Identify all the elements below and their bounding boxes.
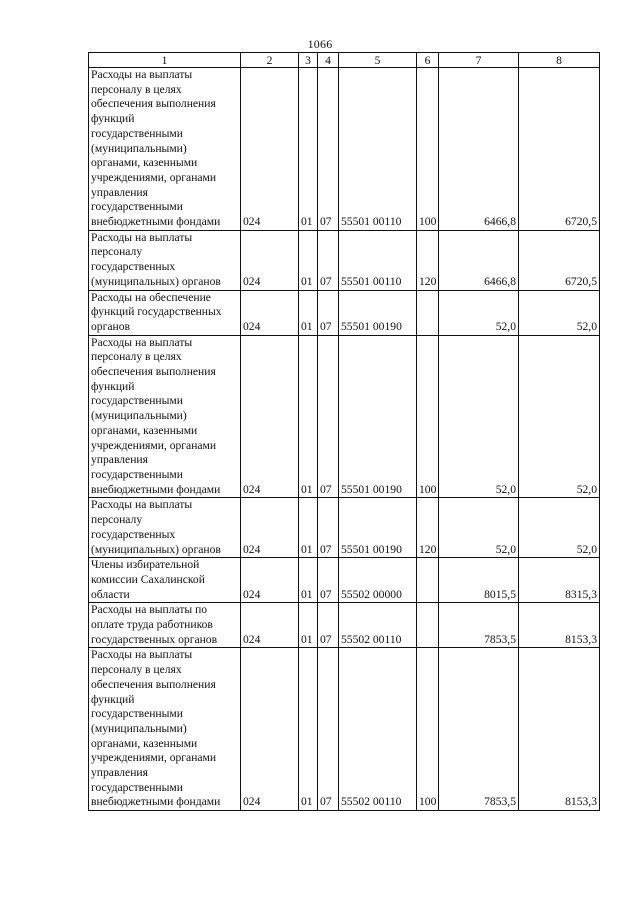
row-target-code: 55502 00000 [339, 558, 417, 603]
row-section-code: 01 [299, 290, 318, 335]
row-expense-type [417, 603, 439, 648]
row-target-code: 55502 00110 [339, 648, 417, 811]
budget-table [88, 52, 600, 811]
row-sum-b: 52,0 [519, 498, 600, 558]
row-subsection-code: 07 [318, 603, 339, 648]
header-col-4: 4 [318, 53, 339, 68]
table-row [89, 230, 600, 290]
row-expense-type: 120 [417, 498, 439, 558]
row-subsection-code: 07 [318, 68, 339, 231]
header-col-2: 2 [241, 53, 299, 68]
row-sum-b: 8315,3 [519, 558, 600, 603]
table-row [89, 498, 600, 558]
row-subsection-code: 07 [318, 290, 339, 335]
row-description: Расходы на выплаты персоналу государственных (муниципальных) органов [89, 230, 241, 290]
row-section-code: 01 [299, 68, 318, 231]
row-ministry-code: 024 [241, 335, 299, 498]
row-description: Расходы на выплаты персоналу государственных (муниципальных) органов [89, 498, 241, 558]
row-ministry-code: 024 [241, 290, 299, 335]
row-ministry-code: 024 [241, 498, 299, 558]
table-row [89, 648, 600, 811]
row-target-code: 55501 00110 [339, 230, 417, 290]
table-row [89, 290, 600, 335]
row-ministry-code: 024 [241, 558, 299, 603]
row-sum-a: 7853,5 [439, 603, 519, 648]
row-subsection-code: 07 [318, 558, 339, 603]
row-sum-a: 8015,5 [439, 558, 519, 603]
row-section-code: 01 [299, 558, 318, 603]
row-ministry-code: 024 [241, 603, 299, 648]
header-col-7: 7 [439, 53, 519, 68]
header-col-1: 1 [89, 53, 241, 68]
row-description: Расходы на обеспечение функций государственных органов [89, 290, 241, 335]
row-expense-type [417, 558, 439, 603]
row-subsection-code: 07 [318, 230, 339, 290]
row-expense-type: 100 [417, 648, 439, 811]
table-row [89, 603, 600, 648]
row-sum-b: 8153,3 [519, 603, 600, 648]
header-row [89, 53, 600, 68]
table-row [89, 68, 600, 231]
row-expense-type: 100 [417, 335, 439, 498]
row-sum-b: 52,0 [519, 290, 600, 335]
row-description: Расходы на выплаты по оплате труда работников государственных органов [89, 603, 241, 648]
row-expense-type [417, 290, 439, 335]
row-sum-a: 6466,8 [439, 230, 519, 290]
row-description: Члены избирательной комиссии Сахалинской области [89, 558, 241, 603]
table-header [89, 53, 600, 68]
row-target-code: 55501 00190 [339, 335, 417, 498]
row-sum-a: 6466,8 [439, 68, 519, 231]
row-sum-a: 7853,5 [439, 648, 519, 811]
row-subsection-code: 07 [318, 498, 339, 558]
row-expense-type: 120 [417, 230, 439, 290]
row-ministry-code: 024 [241, 68, 299, 231]
header-col-5: 5 [339, 53, 417, 68]
row-sum-a: 52,0 [439, 335, 519, 498]
row-subsection-code: 07 [318, 335, 339, 498]
row-ministry-code: 024 [241, 648, 299, 811]
row-sum-a: 52,0 [439, 290, 519, 335]
header-col-3: 3 [299, 53, 318, 68]
row-section-code: 01 [299, 230, 318, 290]
row-sum-b: 6720,5 [519, 68, 600, 231]
row-sum-b: 6720,5 [519, 230, 600, 290]
row-sum-b: 52,0 [519, 335, 600, 498]
header-col-6: 6 [417, 53, 439, 68]
row-section-code: 01 [299, 603, 318, 648]
row-section-code: 01 [299, 498, 318, 558]
row-description: Расходы на выплаты персоналу в целях обеспечения выполнения функций государственными (муниципальными) органами, казенными учреждениями, органами управления государственными внебюджетными фондами [89, 648, 241, 811]
table-row [89, 558, 600, 603]
row-sum-a: 52,0 [439, 498, 519, 558]
row-target-code: 55501 00190 [339, 498, 417, 558]
page-number: 1066 [307, 37, 333, 51]
row-target-code: 55502 00110 [339, 603, 417, 648]
table-body [89, 68, 600, 811]
row-target-code: 55501 00190 [339, 290, 417, 335]
header-col-8: 8 [519, 53, 600, 68]
row-description: Расходы на выплаты персоналу в целях обеспечения выполнения функций государственными (муниципальными) органами, казенными учреждениями, органами управления государственными внебюджетными фондами [89, 335, 241, 498]
row-description: Расходы на выплаты персоналу в целях обеспечения выполнения функций государственными (муниципальными) органами, казенными учреждениями, органами управления государственными внебюджетными фондами [89, 68, 241, 231]
row-section-code: 01 [299, 335, 318, 498]
table-row [89, 335, 600, 498]
row-target-code: 55501 00110 [339, 68, 417, 231]
row-ministry-code: 024 [241, 230, 299, 290]
row-section-code: 01 [299, 648, 318, 811]
row-expense-type: 100 [417, 68, 439, 231]
row-subsection-code: 07 [318, 648, 339, 811]
row-sum-b: 8153,3 [519, 648, 600, 811]
